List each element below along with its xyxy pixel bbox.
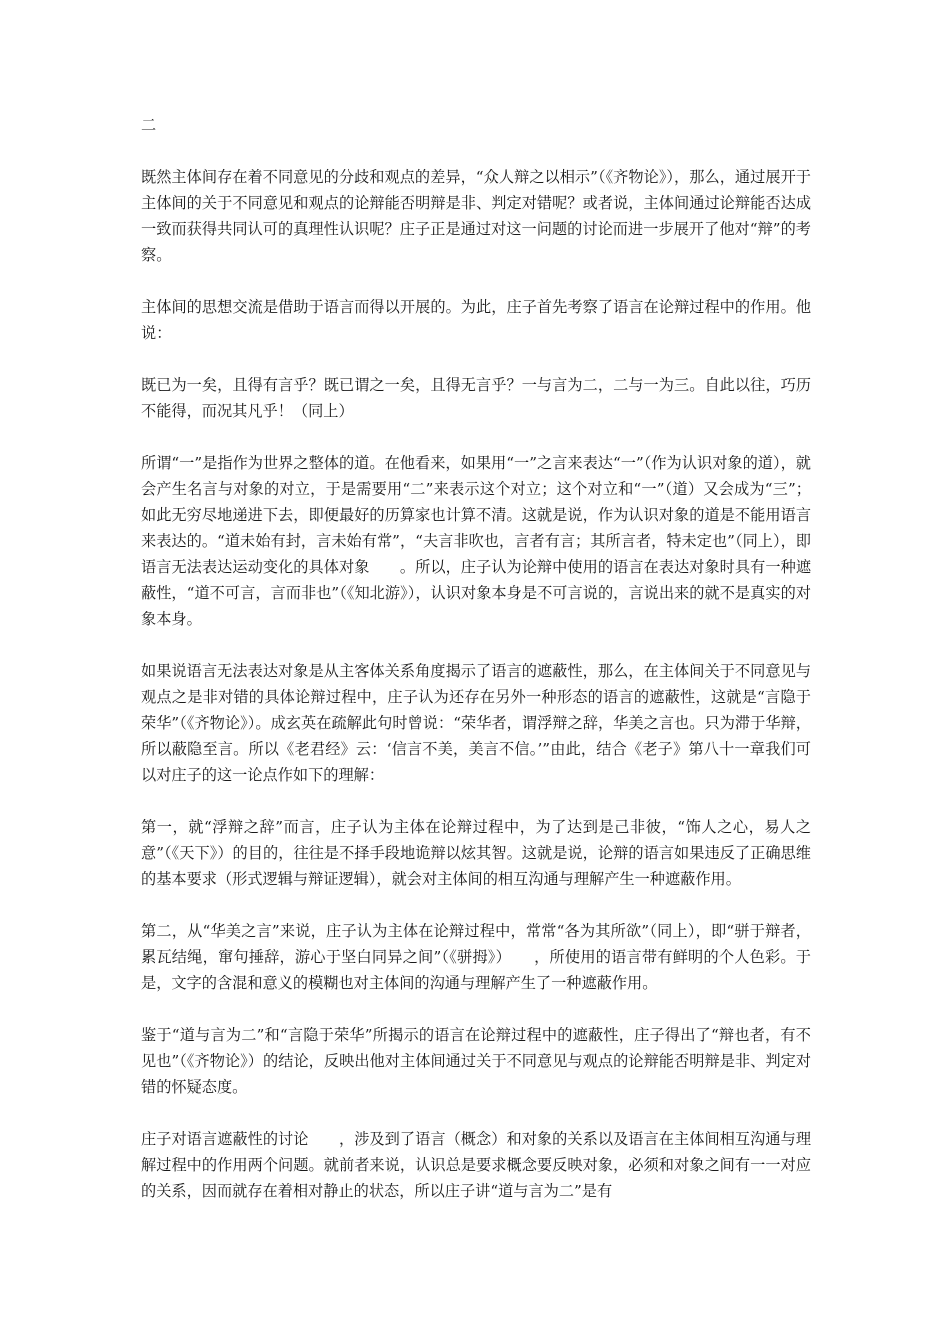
paragraph-4: 所谓“一”是指作为世界之整体的道。在他看来，如果用“一”之言来表达“一”（作为认识对象的道），就会产生名言与对象的对立，于是需要用“二”来表示这个对立；这个对立和“一”（道）又会成为“三”；如此无穷尽地递进下去，即便最好的历算家也计算不清。这就是说，作为认识对象的道是不能用语言来表达的。“道未始有封，言未始有常”，“夫言非吹也，言者有言；其所言者，特未定也”（同上），即语言无法表达运动变化的具体对象 。所以，庄子认为论辩中使用的语言在表达对象时具有一种遮蔽性，“道不可言，言而非也”（《知北游》），认识对象本身是不可言说的，言说出来的就不是真实的对象本身。 [141, 454, 811, 628]
quotation-paragraph: 既已为一矣，且得有言乎？既已谓之一矣，且得无言乎？一与言为二，二与一为三。自此以往，巧历不能得，而况其凡乎！（同上） [141, 376, 811, 420]
section-number: 二 [141, 116, 157, 134]
paragraph-5: 如果说语言无法表达对象是从主客体关系角度揭示了语言的遮蔽性，那么，在主体间关于不同意见与观点之是非对错的具体论辩过程中，庄子认为还存在另外一种形态的语言的遮蔽性，这就是“言隐于荣华”（《齐物论》）。成玄英在疏解此句时曾说：“荣华者，谓浮辩之辞，华美之言也。只为滞于华辩，所以蔽隐至言。所以《老君经》云：‘信言不美，美言不信。’”由此，结合《老子》第八十一章我们可以对庄子的这一论点作如下的理解： [141, 662, 811, 784]
paragraph-1: 既然主体间存在着不同意见的分歧和观点的差异，“众人辩之以相示”（《齐物论》），那么，通过展开于主体间的关于不同意见和观点的论辩能否明辩是非、判定对错呢？或者说，主体间通过论辩能否达成一致而获得共同认可的真理性认识呢？庄子正是通过对这一问题的讨论而进一步展开了他对“辩”的考察。 [141, 168, 811, 264]
paragraph-9: 庄子对语言遮蔽性的讨论 ，涉及到了语言（概念）和对象的关系以及语言在主体间相互沟通与理解过程中的作用两个问题。就前者来说，认识总是要求概念要反映对象，必须和对象之间有一一对应的关系，因而就存在着相对静止的状态，所以庄子讲“道与言为二”是有 [141, 1130, 811, 1200]
paragraph-7: 第二，从“华美之言”来说，庄子认为主体在论辩过程中，常常“各为其所欲”（同上），即“骈于辩者，累瓦结绳，窜句捶辞，游心于坚白同异之间”（《骈拇》） ，所使用的语言带有鲜明的个人色彩。于是，文字的含混和意义的模糊也对主体间的沟通与理解产生了一种遮蔽作用。 [141, 922, 811, 992]
paragraph-2: 主体间的思想交流是借助于语言而得以开展的。为此，庄子首先考察了语言在论辩过程中的作用。他说： [141, 298, 811, 342]
document-body [141, 112, 811, 1230]
paragraph-8: 鉴于“道与言为二”和“言隐于荣华”所揭示的语言在论辩过程中的遮蔽性，庄子得出了“辩也者，有不见也”（《齐物论》）的结论，反映出他对主体间通过关于不同意见与观点的论辩能否明辩是非、判定对错的怀疑态度。 [141, 1026, 811, 1096]
paragraph-6: 第一，就“浮辩之辞”而言，庄子认为主体在论辩过程中，为了达到是己非彼，“饰人之心，易人之意”（《天下》）的目的，往往是不择手段地诡辩以炫其智。这就是说，论辩的语言如果违反了正确思维的基本要求（形式逻辑与辩证逻辑），就会对主体间的相互沟通与理解产生一种遮蔽作用。 [141, 818, 811, 888]
